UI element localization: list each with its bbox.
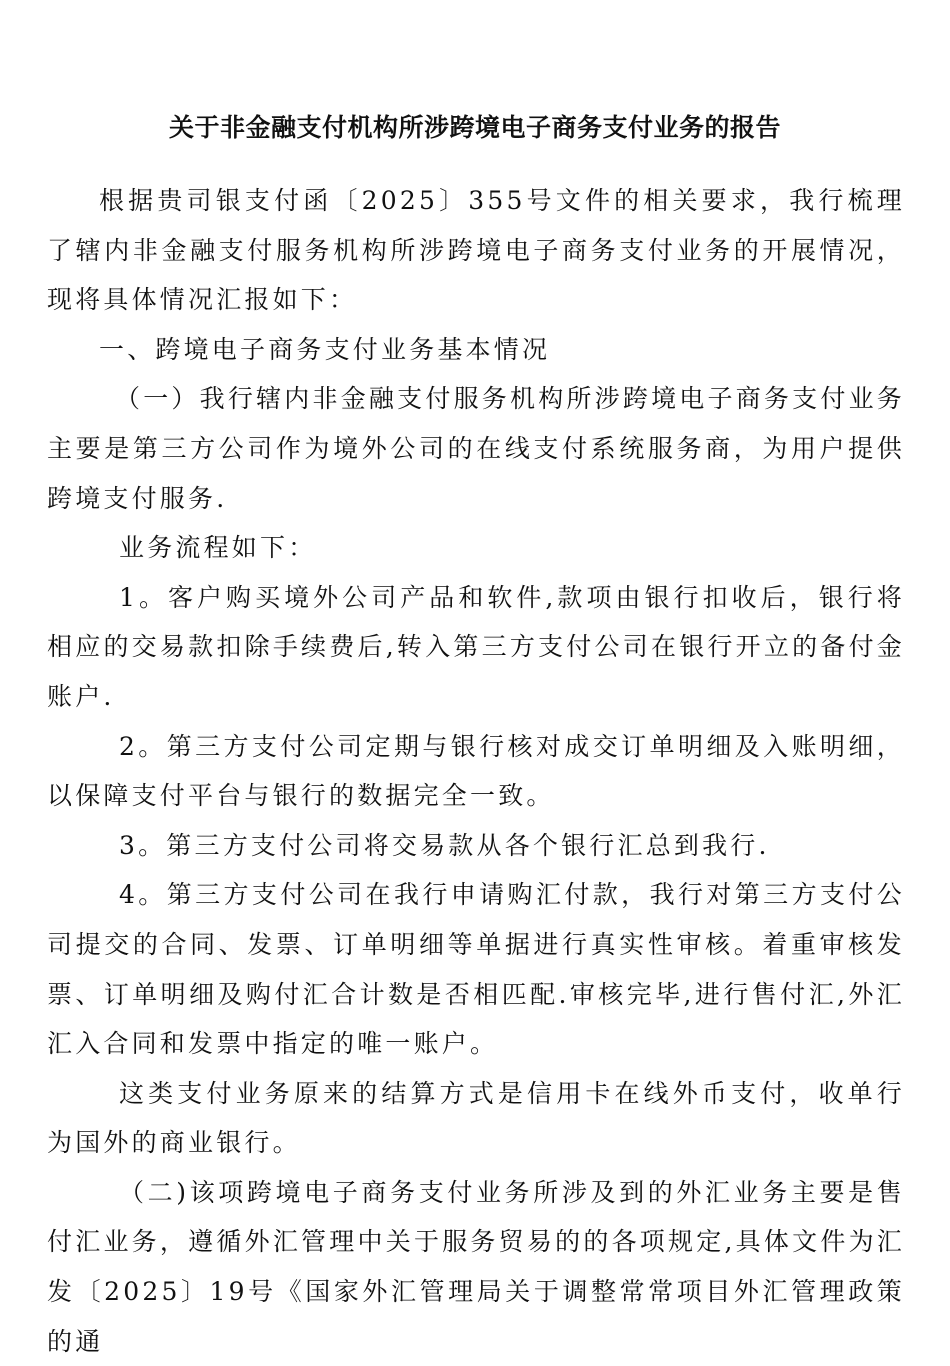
document-title: 关于非金融支付机构所涉跨境电子商务支付业务的报告 [168,113,781,142]
section-heading-1: 一、跨境电子商务支付业务基本情况 [99,334,551,364]
paragraph-settlement: 这类支付业务原来的结算方式是信用卡在线外币支付，收单行为国外的商业银行。 [47,1078,905,1158]
paragraph-step-3: 3。第三方支付公司将交易款从各个银行汇总到我行. [119,830,770,860]
paragraph-step-1: 1。客户购买境外公司产品和软件,款项由银行扣收后，银行将相应的交易款扣除手续费后,转入第三方支付公司在银行开立的备付金账户. [47,582,905,711]
paragraph-process-heading: 业务流程如下： [119,533,317,563]
paragraph-section-1-1: （一）我行辖内非金融支付服务机构所涉跨境电子商务支付业务主要是第三方公司作为境外公司的在线支付系统服务商，为用户提供跨境支付服务. [47,384,905,513]
paragraph-intro: 根据贵司银支付函〔2025〕355号文件的相关要求，我行梳理了辖内非金融支付服务机构所涉跨境电子商务支付业务的开展情况，现将具体情况汇报如下： [47,186,905,315]
paragraph-step-2: 2。第三方支付公司定期与银行核对成交订单明细及入账明细，以保障支付平台与银行的数据完全一致。 [47,731,905,811]
document-body [47,176,905,1366]
paragraph-step-4: 4。第三方支付公司在我行申请购汇付款，我行对第三方支付公司提交的合同、发票、订单明细等单据进行真实性审核。着重审核发票、订单明细及购付汇合计数是否相匹配.审核完毕,进行售付汇,外汇汇入合同和发票中指定的唯一账户。 [47,880,905,1059]
paragraph-section-1-2: （二)该项跨境电子商务支付业务所涉及到的外汇业务主要是售付汇业务，遵循外汇管理中关于服务贸易的的各项规定,具体文件为汇发〔2025〕19号《国家外汇管理局关于调整常常项目外汇管理政策的通 [47,1177,905,1356]
